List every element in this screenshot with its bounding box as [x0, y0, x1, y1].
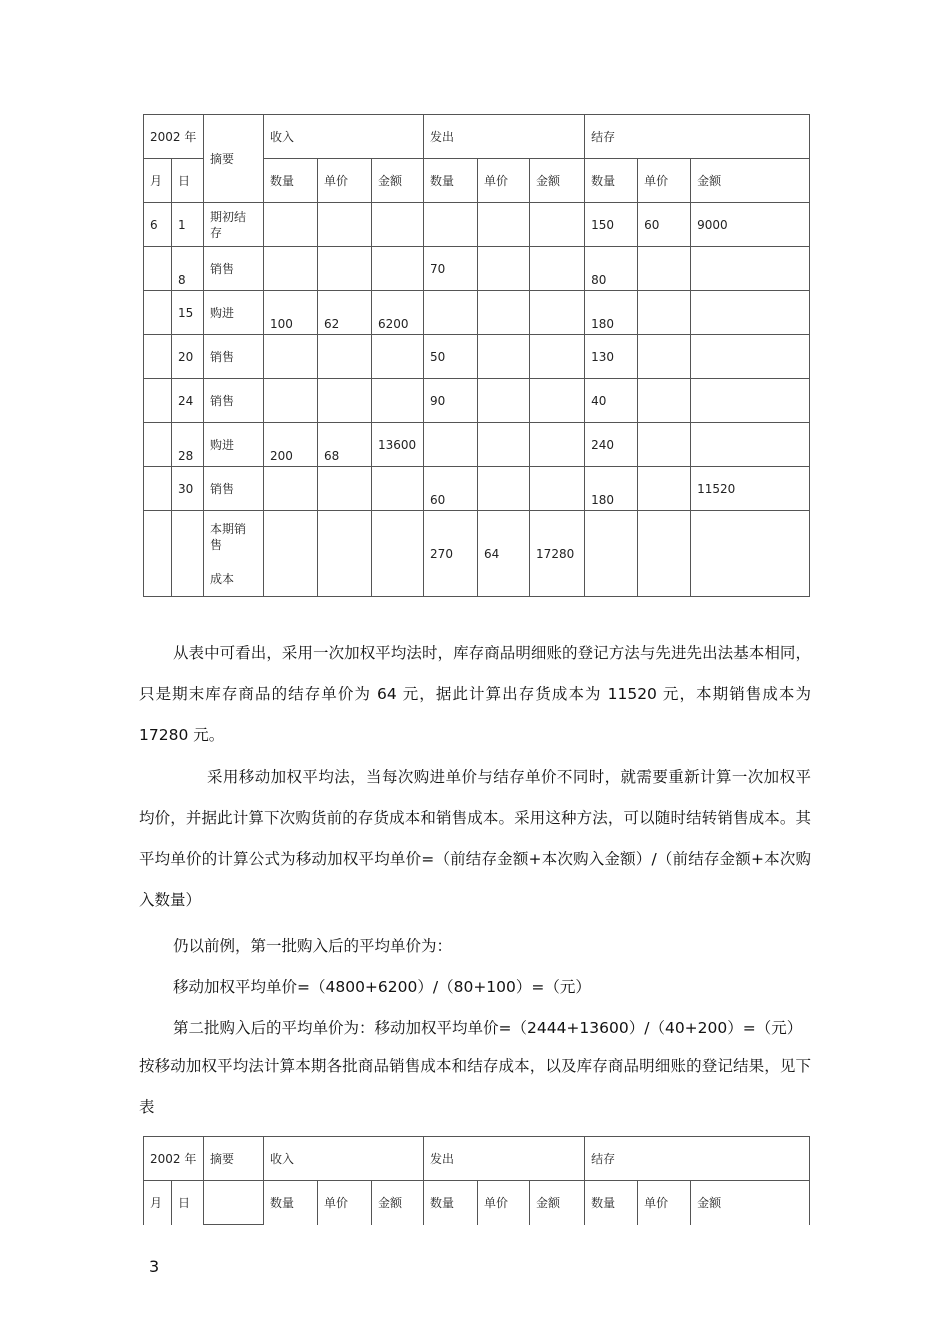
cell-in-price: 68 — [318, 423, 372, 467]
cell-in-amount — [372, 511, 424, 597]
header-issue: 发出 — [424, 115, 585, 159]
cell-out-qty: 60 — [424, 467, 478, 511]
header-issue: 发出 — [424, 1137, 585, 1181]
header-bal-qty: 数量 — [585, 1181, 638, 1225]
header-out-amount: 金额 — [530, 1181, 585, 1225]
cell-month — [144, 379, 172, 423]
cell-summary: 销售 — [204, 467, 264, 511]
header-income: 收入 — [264, 115, 424, 159]
cell-in-amount: 6200 — [372, 291, 424, 335]
cell-month — [144, 423, 172, 467]
cell-out-price: 64 — [478, 511, 530, 597]
cell-in-amount — [372, 335, 424, 379]
header-summary: 摘要 — [204, 1137, 264, 1181]
paragraph-5: 第二批购入后的平均单价为：移动加权平均单价=（2444+13600）/（40+200）=（元） — [173, 1019, 803, 1037]
cell-in-qty — [264, 203, 318, 247]
cell-month: 6 — [144, 203, 172, 247]
cell-bal-amount — [691, 247, 810, 291]
cell-in-qty: 100 — [264, 291, 318, 335]
cell-in-qty — [264, 467, 318, 511]
cell-out-price — [478, 247, 530, 291]
cell-in-price — [318, 247, 372, 291]
cell-bal-qty: 80 — [585, 247, 638, 291]
header-bal-price: 单价 — [638, 159, 691, 203]
header-out-price: 单价 — [478, 159, 530, 203]
header-in-qty: 数量 — [264, 159, 318, 203]
cell-month — [144, 247, 172, 291]
cell-out-qty: 50 — [424, 335, 478, 379]
cell-summary — [204, 511, 264, 597]
header-out-amount: 金额 — [530, 159, 585, 203]
cell-out-qty — [424, 203, 478, 247]
cell-out-qty — [424, 423, 478, 467]
table-row — [144, 247, 810, 291]
cell-in-amount — [372, 467, 424, 511]
cell-out-price — [478, 335, 530, 379]
cell-in-qty — [264, 335, 318, 379]
cell-bal-price — [638, 511, 691, 597]
cell-bal-qty: 130 — [585, 335, 638, 379]
cell-in-price — [318, 379, 372, 423]
cell-bal-price — [638, 291, 691, 335]
header-out-qty: 数量 — [424, 159, 478, 203]
header-balance: 结存 — [585, 1137, 810, 1181]
cell-in-qty — [264, 511, 318, 597]
cell-in-amount — [372, 203, 424, 247]
cell-out-price — [478, 467, 530, 511]
header-day: 日 — [172, 159, 204, 203]
cell-in-amount — [372, 379, 424, 423]
cell-bal-amount: 11520 — [691, 467, 810, 511]
page-number: 3 — [149, 1257, 160, 1276]
header-in-amount: 金额 — [372, 159, 424, 203]
header-in-price: 单价 — [318, 1181, 372, 1225]
cell-out-amount — [530, 291, 585, 335]
cell-bal-qty: 240 — [585, 423, 638, 467]
ledger-table-1 — [143, 114, 810, 597]
cell-in-qty: 200 — [264, 423, 318, 467]
cell-out-amount — [530, 203, 585, 247]
cell-day: 8 — [172, 247, 204, 291]
cell-bal-price — [638, 335, 691, 379]
cell-out-amount — [530, 423, 585, 467]
header-summary: 摘要 — [204, 115, 264, 203]
cell-bal-qty: 180 — [585, 291, 638, 335]
header-in-qty: 数量 — [264, 1181, 318, 1225]
table-row — [144, 423, 810, 467]
header-month: 月 — [144, 159, 172, 203]
cell-month — [144, 335, 172, 379]
cell-summary: 销售 — [204, 335, 264, 379]
header-day: 日 — [172, 1181, 204, 1225]
cell-in-price — [318, 511, 372, 597]
paragraph-4: 移动加权平均单价=（4800+6200）/（80+100）=（元） — [173, 978, 591, 996]
cell-in-qty — [264, 247, 318, 291]
header-bal-amount: 金额 — [691, 1181, 810, 1225]
table-row — [144, 291, 810, 335]
cell-summary: 销售 — [204, 379, 264, 423]
cell-in-price — [318, 467, 372, 511]
cell-day: 1 — [172, 203, 204, 247]
paragraph-2: 采用移动加权平均法，当每次购进单价与结存单价不同时，就需要重新计算一次加权平均价，并据此计算下次购货前的存货成本和销售成本。采用这种方法，可以随时结转销售成本。其平均单价的计算公式为移动加权平均单价=（前结存金额+本次购入金额）/（前结存金额+本次购入数量） — [139, 768, 811, 909]
cell-month — [144, 291, 172, 335]
cell-bal-price — [638, 247, 691, 291]
cell-bal-price — [638, 379, 691, 423]
table-row — [144, 379, 810, 423]
cell-in-price — [318, 335, 372, 379]
header-summary-blank — [204, 1181, 264, 1225]
cell-month — [144, 467, 172, 511]
cell-out-amount — [530, 467, 585, 511]
cell-bal-qty — [585, 511, 638, 597]
cell-summary: 销售 — [204, 247, 264, 291]
cell-out-price — [478, 291, 530, 335]
cell-bal-amount: 9000 — [691, 203, 810, 247]
header-year: 2002 年 — [144, 1137, 204, 1181]
cell-out-price — [478, 423, 530, 467]
cell-bal-amount — [691, 335, 810, 379]
header-in-price: 单价 — [318, 159, 372, 203]
cell-bal-price — [638, 423, 691, 467]
cell-bal-qty: 40 — [585, 379, 638, 423]
cell-bal-price: 60 — [638, 203, 691, 247]
header-bal-amount: 金额 — [691, 159, 810, 203]
cell-in-amount — [372, 247, 424, 291]
table-row — [144, 335, 810, 379]
cell-bal-amount — [691, 291, 810, 335]
summary-line-2: 成本 — [210, 571, 235, 586]
table-row — [144, 467, 810, 511]
cell-out-qty: 90 — [424, 379, 478, 423]
cell-in-price: 62 — [318, 291, 372, 335]
header-balance: 结存 — [585, 115, 810, 159]
cell-out-qty: 70 — [424, 247, 478, 291]
cell-day: 15 — [172, 291, 204, 335]
header-out-price: 单价 — [478, 1181, 530, 1225]
cell-bal-qty: 180 — [585, 467, 638, 511]
paragraph-6: 按移动加权平均法计算本期各批商品销售成本和结存成本，以及库存商品明细账的登记结果，见下表 — [139, 1057, 811, 1116]
header-bal-price: 单价 — [638, 1181, 691, 1225]
cell-month — [144, 511, 172, 597]
cell-in-amount: 13600 — [372, 423, 424, 467]
cell-summary: 购进 — [204, 423, 264, 467]
header-income: 收入 — [264, 1137, 424, 1181]
cell-out-qty: 270 — [424, 511, 478, 597]
cell-out-amount: 17280 — [530, 511, 585, 597]
table-row — [144, 203, 810, 247]
cell-out-amount — [530, 379, 585, 423]
cell-out-qty — [424, 291, 478, 335]
ledger-table-2 — [143, 1136, 810, 1225]
cell-in-price — [318, 203, 372, 247]
cell-bal-amount — [691, 379, 810, 423]
cell-day: 30 — [172, 467, 204, 511]
paragraph-3: 仍以前例，第一批购入后的平均单价为： — [173, 937, 453, 955]
header-out-qty: 数量 — [424, 1181, 478, 1225]
cell-out-amount — [530, 335, 585, 379]
cell-bal-price — [638, 467, 691, 511]
header-month: 月 — [144, 1181, 172, 1225]
paragraph-1: 从表中可看出，采用一次加权平均法时，库存商品明细账的登记方法与先进先出法基本相同，只是期末库存商品的结存单价为 64 元，据此计算出存货成本为 11520 元，本期销售成本为 17280 元。 — [139, 644, 811, 744]
table-row — [144, 511, 810, 597]
summary-line-1: 本期销售 — [210, 521, 247, 552]
cell-summary: 期初结存 — [204, 203, 264, 247]
cell-bal-amount — [691, 511, 810, 597]
cell-day: 24 — [172, 379, 204, 423]
header-year: 2002 年 — [144, 115, 204, 159]
cell-out-price — [478, 203, 530, 247]
header-in-amount: 金额 — [372, 1181, 424, 1225]
cell-day: 28 — [172, 423, 204, 467]
header-bal-qty: 数量 — [585, 159, 638, 203]
cell-out-amount — [530, 247, 585, 291]
cell-bal-qty: 150 — [585, 203, 638, 247]
cell-summary: 购进 — [204, 291, 264, 335]
cell-day: 20 — [172, 335, 204, 379]
cell-out-price — [478, 379, 530, 423]
cell-in-qty — [264, 379, 318, 423]
cell-bal-amount — [691, 423, 810, 467]
cell-day — [172, 511, 204, 597]
